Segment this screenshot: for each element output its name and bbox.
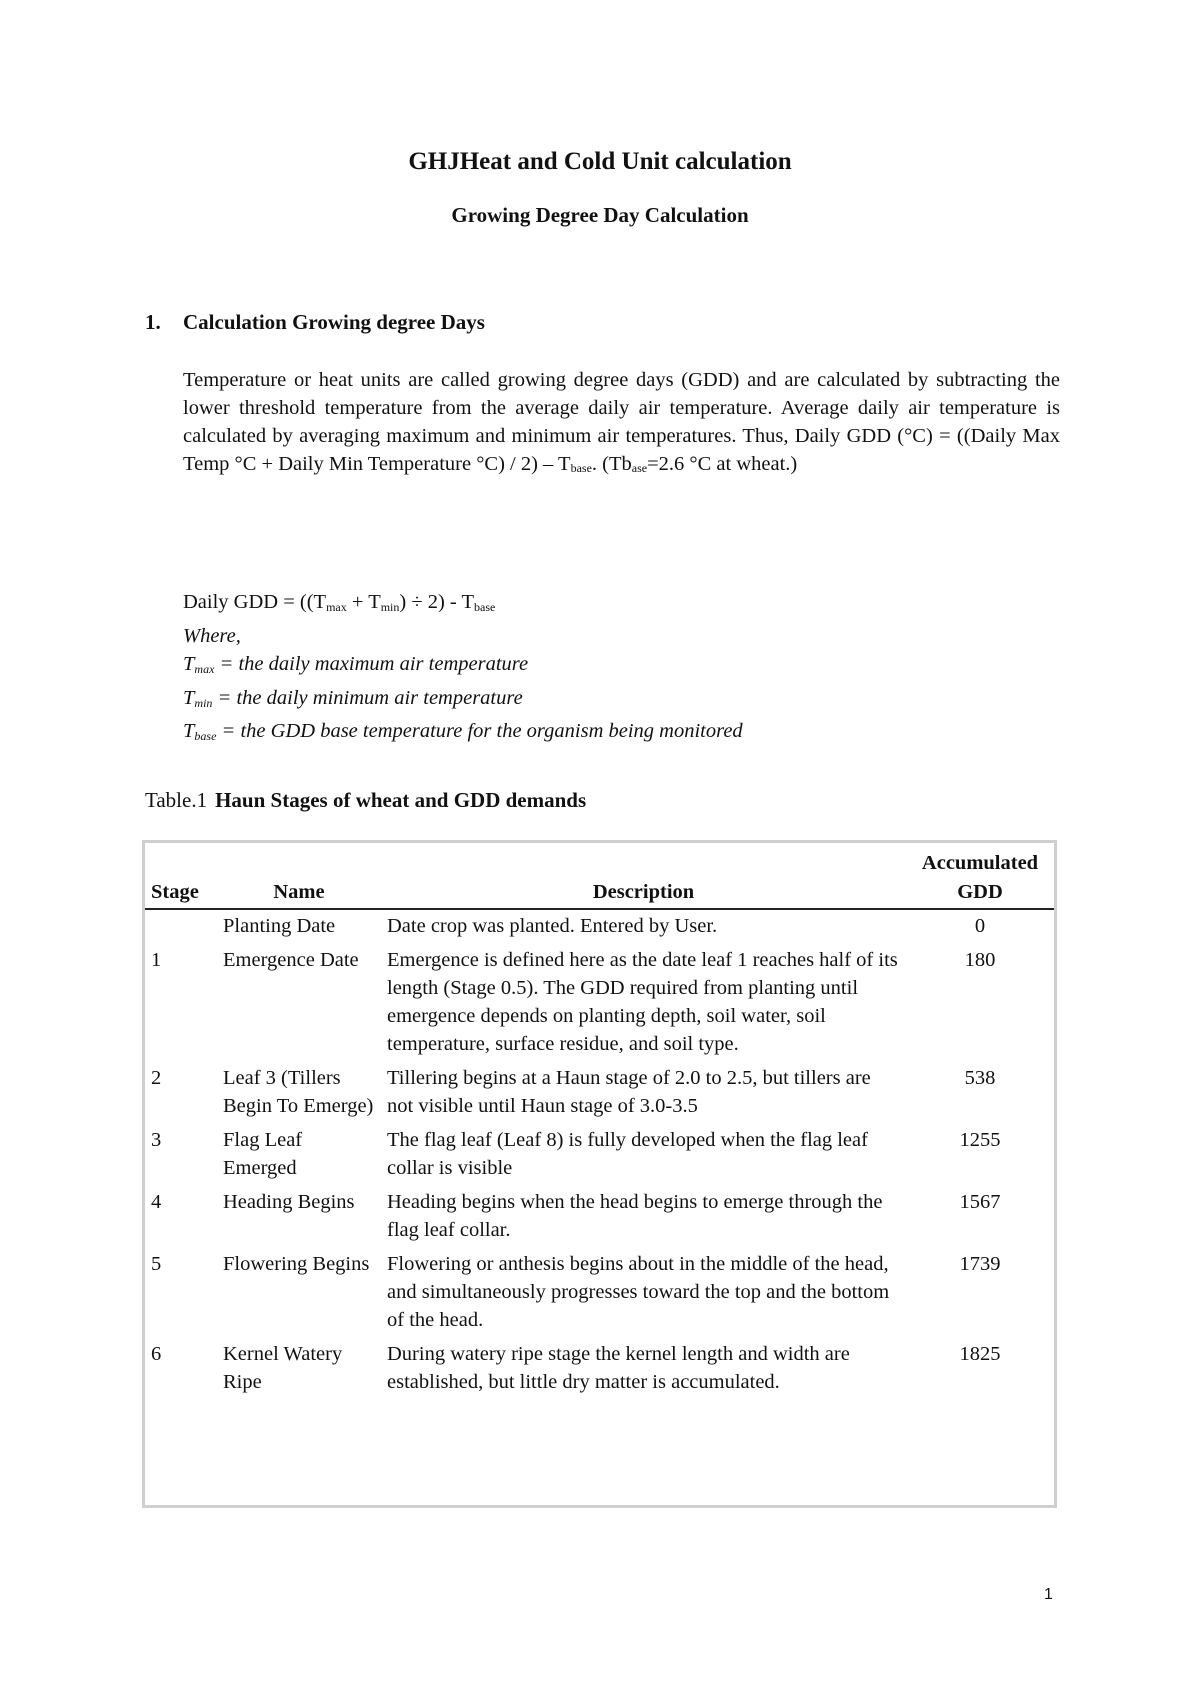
cell-description: Tillering begins at a Haun stage of 2.0 to 2.5, but tillers are not visible until Haun stage of 3.0-3.5 bbox=[387, 1067, 871, 1117]
gdd-formula-block bbox=[183, 588, 743, 751]
table-row bbox=[145, 1124, 1054, 1186]
cell-stage: 6 bbox=[151, 1343, 162, 1365]
def-tmin-text: = the daily minimum air temperature bbox=[212, 686, 523, 709]
table-label: Table.1 bbox=[145, 788, 208, 812]
header-stage: Stage bbox=[145, 843, 217, 909]
table-row bbox=[145, 909, 1054, 944]
cell-stage: 2 bbox=[151, 1067, 162, 1089]
cell-name: Flag Leaf Emerged bbox=[223, 1129, 303, 1179]
def-tmin-sub: min bbox=[194, 695, 213, 710]
table-row bbox=[145, 1338, 1054, 1400]
cell-gdd: 180 bbox=[964, 949, 996, 971]
cell-description: Date crop was planted. Entered by User. bbox=[387, 915, 718, 937]
cell-gdd: 1825 bbox=[959, 1343, 1001, 1365]
table-row bbox=[145, 1186, 1054, 1248]
subscript-base-2: ase bbox=[631, 461, 648, 475]
formula-plus: + T bbox=[346, 591, 381, 613]
cell-description: Heading begins when the head begins to emerge through the flag leaf collar. bbox=[387, 1191, 883, 1241]
section-title: Calculation Growing degree Days bbox=[183, 310, 485, 334]
formula-text: Daily GDD = ((T bbox=[183, 591, 327, 613]
body-paragraph bbox=[183, 366, 1060, 482]
table-row bbox=[145, 944, 1054, 1062]
paragraph-text: Temperature or heat units are called growing degree days (GDD) and are calculated by subtracting the lower threshold temperature from the average daily air temperature. Average daily air temperature is calculated by averaging maximum and minimum air temperatures. Thus, Daily GDD (°C) = ((Daily Max Temp °C + Daily Min Temperature °C) / 2) – T bbox=[183, 369, 1060, 475]
formula-sub-max: max bbox=[326, 600, 347, 614]
formula-div: ) ÷ 2) - T bbox=[399, 591, 475, 613]
document-subtitle: Growing Degree Day Calculation bbox=[451, 203, 749, 227]
def-tmax-symbol: T bbox=[183, 653, 195, 675]
cell-name: Kernel Watery Ripe bbox=[223, 1343, 343, 1393]
cell-description: Emergence is defined here as the date leaf 1 reaches half of its length (Stage 0.5). The GDD required from planting until emergence depends on planting depth, soil water, soil temperature, surface residue, and soil type. bbox=[387, 949, 898, 1055]
cell-stage: 5 bbox=[151, 1253, 162, 1275]
table-row bbox=[145, 1248, 1054, 1338]
cell-stage: 3 bbox=[151, 1129, 162, 1151]
def-tbase-text: = the GDD base temperature for the organism being monitored bbox=[216, 720, 743, 742]
header-description: Description bbox=[381, 843, 906, 909]
paragraph-text-mid: . (Tb bbox=[591, 453, 632, 475]
header-gdd bbox=[906, 843, 1054, 909]
cell-description: During watery ripe stage the kernel length and width are established, but little dry matter is accumulated. bbox=[387, 1343, 850, 1393]
document-title: GHJHeat and Cold Unit calculation bbox=[408, 148, 792, 175]
def-tmin-symbol: T bbox=[183, 686, 195, 709]
page-number: 1 bbox=[1044, 1586, 1053, 1603]
cell-gdd: 1255 bbox=[959, 1129, 1001, 1151]
haun-stages-table bbox=[142, 840, 1057, 1508]
subscript-base: base bbox=[570, 461, 592, 475]
cell-description: The flag leaf (Leaf 8) is fully developed when the flag leaf collar is visible bbox=[387, 1129, 868, 1179]
cell-gdd: 538 bbox=[964, 1067, 996, 1089]
formula-sub-min: min bbox=[380, 600, 400, 614]
def-tmax-text: = the daily maximum air temperature bbox=[214, 653, 529, 675]
def-tbase-symbol: T bbox=[183, 720, 195, 742]
cell-name: Leaf 3 (Tillers Begin To Emerge) bbox=[223, 1067, 374, 1117]
cell-name: Planting Date bbox=[223, 915, 336, 937]
cell-name: Heading Begins bbox=[223, 1191, 355, 1213]
cell-name: Flowering Begins bbox=[223, 1253, 370, 1275]
cell-gdd: 1567 bbox=[959, 1191, 1001, 1213]
table-row bbox=[145, 1062, 1054, 1124]
cell-stage bbox=[145, 909, 217, 944]
formula-where: Where, bbox=[183, 624, 241, 647]
header-name: Name bbox=[217, 843, 381, 909]
cell-stage: 1 bbox=[151, 949, 162, 971]
def-tbase bbox=[183, 717, 743, 751]
cell-name: Emergence Date bbox=[223, 949, 359, 971]
formula-sub-base: base bbox=[474, 600, 496, 614]
table-body bbox=[145, 909, 1054, 1400]
def-tmax bbox=[183, 650, 743, 684]
cell-description: Flowering or anthesis begins about in the middle of the head, and simultaneously progresses toward the top and the bottom of the head. bbox=[387, 1253, 890, 1331]
cell-stage: 4 bbox=[151, 1191, 162, 1213]
gdd-formula bbox=[183, 588, 743, 622]
section-heading bbox=[145, 310, 485, 335]
cell-gdd: 0 bbox=[974, 915, 986, 937]
data-table bbox=[145, 843, 1054, 1400]
header-gdd-line2: GDD bbox=[957, 881, 1003, 903]
table-caption bbox=[145, 788, 586, 813]
cell-gdd: 1739 bbox=[959, 1253, 1001, 1275]
def-tmax-sub: max bbox=[194, 662, 215, 676]
def-tmin bbox=[183, 684, 743, 718]
table-header-row bbox=[145, 843, 1054, 909]
section-number: 1. bbox=[145, 310, 161, 334]
header-gdd-line1: Accumulated bbox=[921, 852, 1039, 874]
def-tbase-sub: base bbox=[194, 729, 217, 743]
table-title: Haun Stages of wheat and GDD demands bbox=[215, 788, 587, 812]
paragraph-text-end: =2.6 °C at wheat.) bbox=[647, 453, 798, 475]
